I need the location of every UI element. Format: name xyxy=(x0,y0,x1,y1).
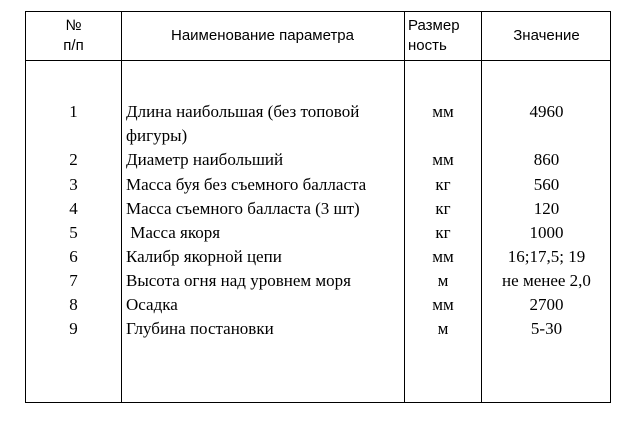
row-name: Высота огня над уровнем моря xyxy=(126,271,351,290)
row-unit: м xyxy=(437,319,449,338)
parameters-table xyxy=(25,11,611,403)
header-unit-line1: Размер xyxy=(408,17,460,34)
row-num: 8 xyxy=(69,295,78,314)
row-num: 3 xyxy=(69,175,78,194)
row-value: 5-30 xyxy=(530,319,563,338)
row-name: Глубина постановки xyxy=(126,319,274,338)
row-value: 860 xyxy=(533,150,560,169)
row-unit: мм xyxy=(432,295,454,314)
row-value: 16;17,5; 19 xyxy=(507,247,586,266)
row-unit: мм xyxy=(432,102,454,121)
row-name: Масса съемного балласта (3 шт) xyxy=(126,199,360,218)
header-divider xyxy=(26,60,610,61)
row-num: 1 xyxy=(69,102,78,121)
row-name: Калибр якорной цепи xyxy=(126,247,282,266)
row-num: 2 xyxy=(69,150,78,169)
row-unit: кг xyxy=(435,199,451,218)
row-name: Осадка xyxy=(126,295,178,314)
row-unit: кг xyxy=(435,175,451,194)
header-unit xyxy=(408,16,480,56)
row-num: 6 xyxy=(69,247,78,266)
row-value: 2700 xyxy=(529,295,564,314)
row-name: Диаметр наибольший xyxy=(126,150,284,169)
row-name: Масса буя без съемного балласта xyxy=(126,175,367,194)
row-value: 1000 xyxy=(529,223,564,242)
row-value: 560 xyxy=(533,175,560,194)
row-value: не менее 2,0 xyxy=(502,271,591,290)
row-value: 4960 xyxy=(529,102,564,121)
header-num-symbol: № xyxy=(65,17,82,34)
row-value: 120 xyxy=(533,199,560,218)
header-name: Наименование параметра xyxy=(170,27,354,44)
header-value: Значение xyxy=(513,27,580,44)
row-num: 4 xyxy=(69,199,78,218)
row-num: 9 xyxy=(69,319,78,338)
header-unit-line2: ность xyxy=(408,37,447,54)
header-num-sub: п/п xyxy=(63,37,84,54)
row-unit: мм xyxy=(432,247,454,266)
row-num: 5 xyxy=(69,223,78,242)
row-name: Длина наибольшая (без топовой фигуры) xyxy=(126,102,360,145)
row-num: 7 xyxy=(69,271,78,290)
row-name: Масса якоря xyxy=(126,223,221,242)
row-unit: мм xyxy=(432,150,454,169)
row-unit: м xyxy=(437,271,449,290)
row-unit: кг xyxy=(435,223,451,242)
column-divider xyxy=(121,12,122,402)
header-num xyxy=(26,16,121,56)
